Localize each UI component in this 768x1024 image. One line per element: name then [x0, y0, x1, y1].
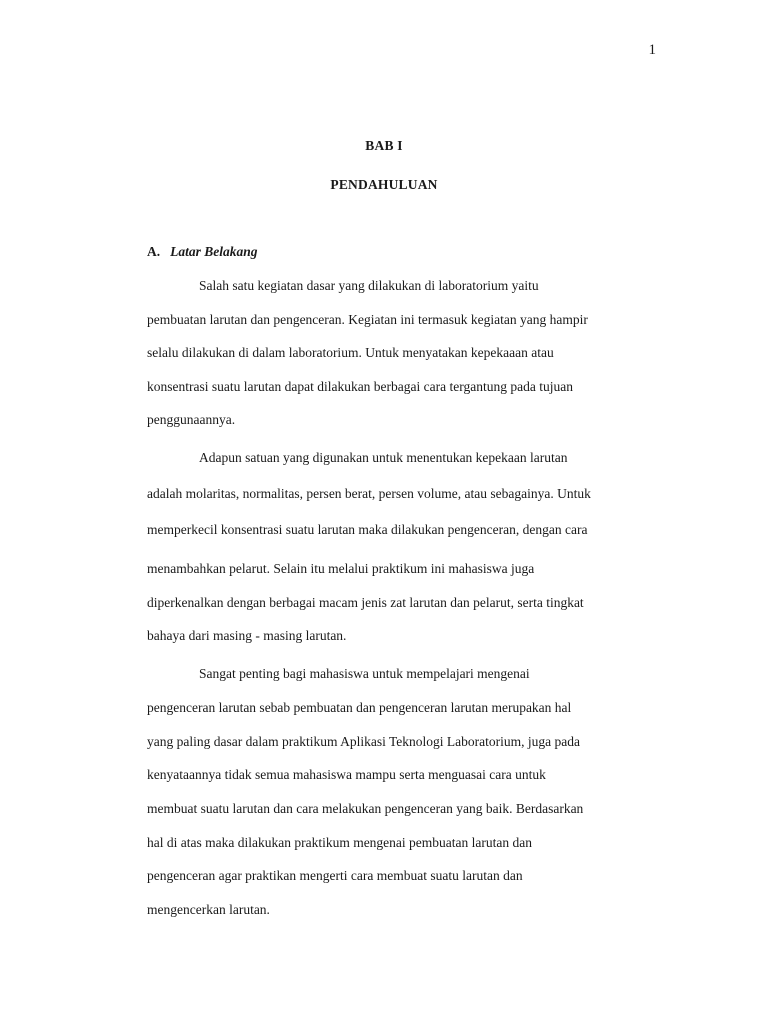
paragraph-line: menambahkan pelarut. Selain itu melalui praktikum ini mahasiswa juga [147, 561, 535, 576]
paragraph-line: mengencerkan larutan. [147, 902, 270, 917]
section-heading [147, 244, 258, 260]
paragraph-line: penggunaannya. [147, 412, 236, 427]
section-title: Latar Belakang [170, 244, 258, 259]
paragraph-line: adalah molaritas, normalitas, persen berat, persen volume, atau sebagainya. Untuk [147, 486, 591, 501]
paragraph-line: selalu dilakukan di dalam laboratorium. Untuk menyatakan kepekaaan atau [147, 345, 554, 360]
paragraph-line: bahaya dari masing - masing larutan. [147, 628, 347, 643]
paragraph-line: pengenceran larutan sebab pembuatan dan pengenceran larutan merupakan hal [147, 700, 572, 715]
paragraph-line: pembuatan larutan dan pengenceran. Kegiatan ini termasuk kegiatan yang hampir [147, 312, 588, 327]
chapter-title: PENDAHULUAN [330, 177, 438, 192]
page-number: 1 [648, 42, 656, 58]
paragraph-line: yang paling dasar dalam praktikum Aplikasi Teknologi Laboratorium, juga pada [147, 734, 580, 749]
chapter-number: BAB I [365, 138, 403, 153]
paragraph-line: Sangat penting bagi mahasiswa untuk mempelajari mengenai [199, 666, 530, 681]
paragraph-line: memperkecil konsentrasi suatu larutan maka dilakukan pengenceran, dengan cara [147, 522, 588, 537]
paragraph-line: kenyataannya tidak semua mahasiswa mampu serta menguasai cara untuk [147, 767, 546, 782]
paragraph-line: Salah satu kegiatan dasar yang dilakukan di laboratorium yaitu [199, 278, 539, 293]
paragraph-line: hal di atas maka dilakukan praktikum mengenai pembuatan larutan dan [147, 835, 532, 850]
paragraph-line: konsentrasi suatu larutan dapat dilakukan berbagai cara tergantung pada tujuan [147, 379, 573, 394]
paragraph-line: diperkenalkan dengan berbagai macam jenis zat larutan dan pelarut, serta tingkat [147, 595, 584, 610]
section-letter: A. [147, 244, 161, 259]
paragraph-line: pengenceran agar praktikan mengerti cara membuat suatu larutan dan [147, 868, 523, 883]
paragraph-line: Adapun satuan yang digunakan untuk menentukan kepekaan larutan [199, 450, 568, 465]
paragraph-line: membuat suatu larutan dan cara melakukan pengenceran yang baik. Berdasarkan [147, 801, 584, 816]
